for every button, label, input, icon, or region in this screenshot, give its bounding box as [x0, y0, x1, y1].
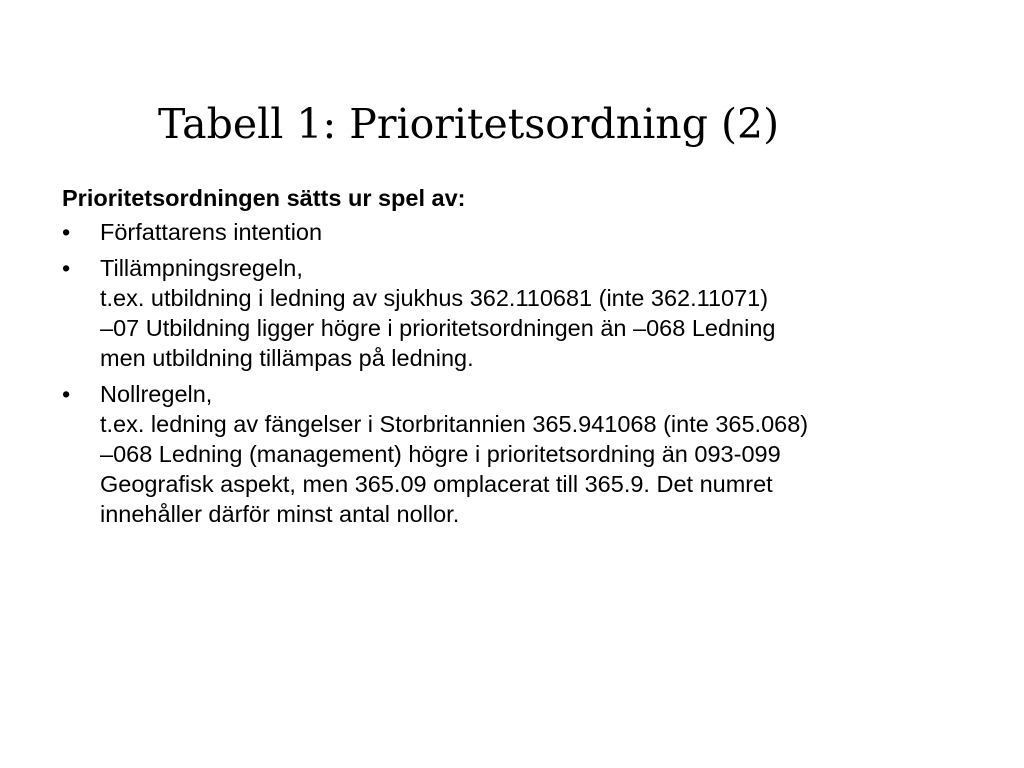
bullet-line: –07 Utbildning ligger högre i prioritetsordningen än –068 Ledning [100, 315, 776, 341]
slide-content [62, 183, 962, 535]
bullet-line: Tillämpningsregeln, [100, 255, 303, 281]
content-heading: Prioritetsordningen sätts ur spel av: [62, 185, 466, 211]
bullet-item-author-intention [62, 217, 962, 247]
bullet-line: Författarens intention [100, 219, 323, 245]
slide-title: Tabell 1: Prioritetsordning (2) [158, 100, 780, 148]
bullet-line: Geografisk aspekt, men 365.09 omplacerat till 365.9. Det numret [100, 471, 773, 497]
bullet-line: men utbildning tillämpas på ledning. [100, 345, 474, 371]
bullet-line: innehåller därför minst antal nollor. [100, 501, 460, 527]
bullet-line: t.ex. utbildning i ledning av sjukhus 362.110681 (inte 362.11071) [100, 285, 769, 311]
bullet-icon: • [62, 219, 71, 245]
bullet-icon: • [62, 381, 71, 407]
bullet-item-zero-rule [62, 379, 962, 529]
bullet-line: –068 Ledning (management) högre i prioritetsordning än 093-099 [100, 441, 781, 467]
bullet-list [62, 217, 962, 529]
bullet-line: t.ex. ledning av fängelser i Storbritannien 365.941068 (inte 365.068) [100, 411, 809, 437]
bullet-line: Nollregeln, [100, 381, 213, 407]
bullet-icon: • [62, 255, 71, 281]
bullet-item-application-rule [62, 253, 962, 373]
